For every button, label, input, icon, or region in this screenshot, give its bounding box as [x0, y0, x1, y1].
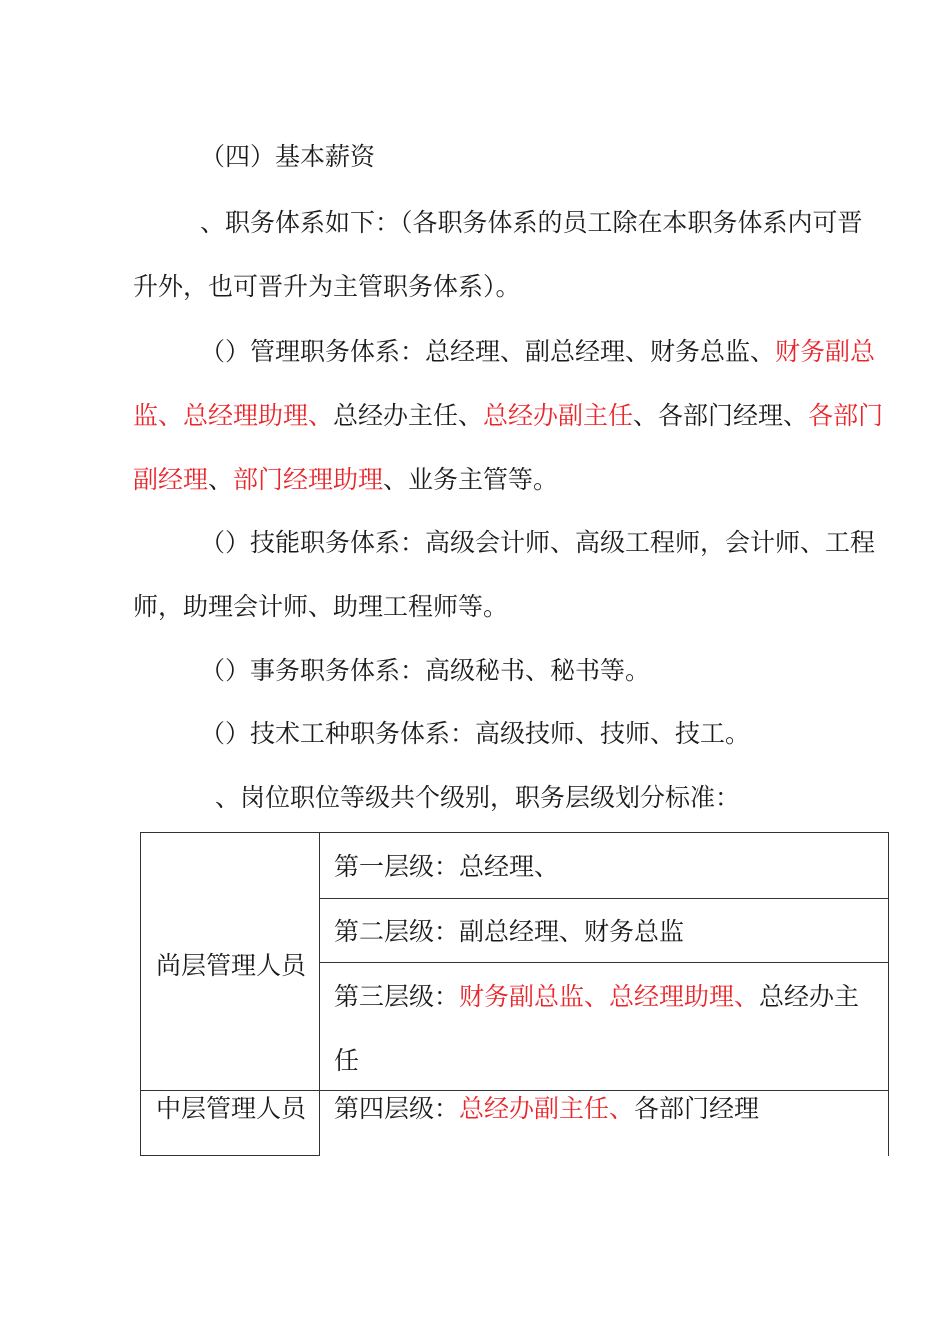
level-text: 总经办主: [759, 982, 860, 1011]
table-row: [334, 917, 684, 947]
text-run: 、: [208, 465, 234, 494]
table-border-right: [888, 832, 889, 1156]
table-border-top: [140, 832, 889, 833]
text-run: （）管理职务体系：总经理、副总经理、财务总监、: [200, 337, 776, 366]
group-label-senior: 尚层管理人员: [156, 951, 307, 980]
text-run: 、业务主管等。: [383, 465, 559, 494]
table-border-bottom: [140, 1155, 320, 1156]
highlight-run: 副经理: [133, 465, 209, 494]
technical-system-line: （）技术工种职务体系：高级技师、技师、技工。: [200, 719, 751, 748]
level-highlight: 总经办副主任、: [459, 1094, 635, 1123]
level-text: 各部门经理: [634, 1094, 760, 1123]
level-highlight: 财务副总监、总经理助理、: [459, 982, 760, 1011]
management-system-line3: [133, 465, 558, 495]
management-system-line2: [133, 401, 883, 431]
table-border-left: [140, 832, 141, 1156]
text-run: 总经办主任、: [333, 401, 484, 430]
levels-intro-line: 、岗位职位等级共个级别，职务层级划分标准：: [215, 783, 741, 812]
section-heading: （四）基本薪资: [200, 142, 376, 171]
table-row: [334, 982, 859, 1012]
table-group-divider: [140, 1090, 889, 1091]
group-label-middle: 中层管理人员: [156, 1094, 307, 1123]
affairs-system-line: （）事务职务体系：高级秘书、秘书等。: [200, 656, 651, 685]
table-row: [334, 852, 559, 882]
level-prefix: 第二层级：: [334, 917, 460, 946]
level-table: [140, 832, 889, 1156]
highlight-run: 各部门: [808, 401, 884, 430]
table-border-middle: [319, 832, 320, 1156]
highlight-run: 部门经理助理: [233, 465, 384, 494]
text-run: 、各部门经理、: [633, 401, 809, 430]
highlight-run: 财务副总: [775, 337, 876, 366]
level-text: 副总经理、财务总监: [459, 917, 685, 946]
paragraph-positions-line1: 、职务体系如下：（各职务体系的员工除在本职务体系内可晋: [200, 208, 863, 237]
skill-system-line2: 师，助理会计师、助理工程师等。: [133, 592, 509, 621]
table-row-continuation: 任: [334, 1046, 360, 1075]
table-row-divider: [319, 962, 889, 963]
table-row-divider: [319, 898, 889, 899]
management-system-line1: [200, 337, 875, 367]
level-prefix: 第三层级：: [334, 982, 460, 1011]
paragraph-positions-line2: 升外，也可晋升为主管职务体系）。: [133, 272, 521, 301]
table-row: [334, 1094, 759, 1124]
level-prefix: 第一层级：: [334, 852, 460, 881]
highlight-run: 监、总经理助理、: [133, 401, 334, 430]
skill-system-line1: （）技能职务体系：高级会计师、高级工程师，会计师、工程: [200, 528, 876, 557]
highlight-run: 总经办副主任: [483, 401, 634, 430]
level-text: 总经理、: [459, 852, 560, 881]
level-prefix: 第四层级：: [334, 1094, 460, 1123]
